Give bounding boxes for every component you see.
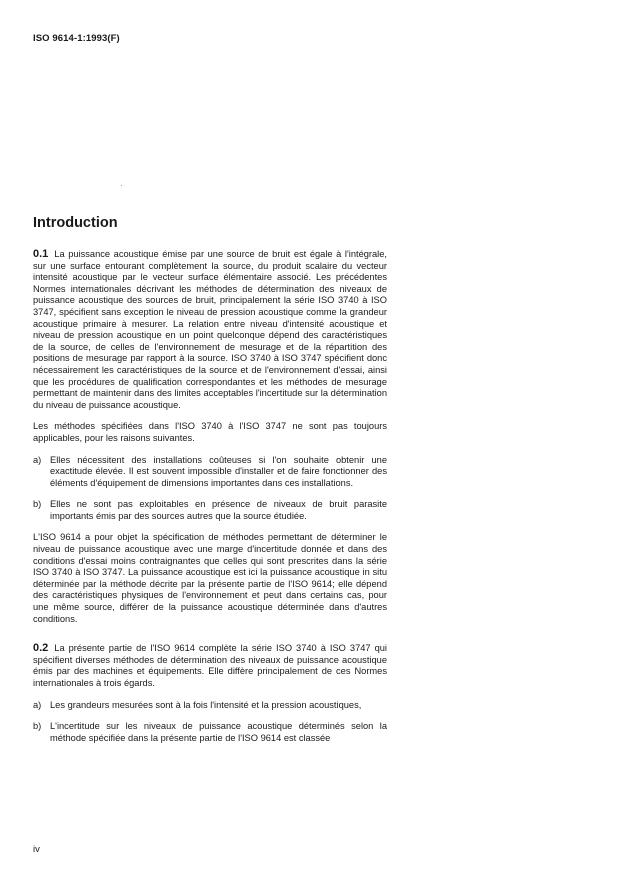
page-number: iv [33, 844, 40, 855]
paragraph: Les méthodes spécifiées dans l'ISO 3740 à l'ISO 3747 ne sont pas toujours applicables, pour les raisons suivantes. [33, 421, 387, 443]
list-item [33, 721, 387, 744]
list-text: L'incertitude sur les niveaux de puissance acoustique déterminés selon la méthode spécifiée dans la présente partie de l'ISO 9614 est classée [50, 721, 387, 743]
list-item [33, 499, 387, 522]
list-label: a) [33, 699, 42, 710]
body-text [33, 249, 387, 744]
list-text: Les grandeurs mesurées sont à la fois l'intensité et la pression acoustiques, [50, 699, 362, 710]
clause-number: 0.2 [33, 642, 49, 655]
list-label: b) [33, 499, 42, 510]
paragraph: L'ISO 9614 a pour objet la spécification de méthodes permettant de déterminer le niveau de puissance acoustique avec une marge d'incertitude donnée et dans des conditions d'essai moins contraignantes que celles qui sont prescrites dans la série ISO 3740 à ISO 3747. La puissance acoustique est ici la puissance acoustique in situ déterminée par la méthode décrite par la présente partie de l'ISO 9614; elle dépend des caractéristiques physiques de l'environnement et peut dans certains cas, pour une même source, différer de la puissance acoustique déterminée dans d'autres conditions. [33, 532, 387, 624]
speck [121, 185, 122, 186]
clause-number: 0.1 [33, 248, 49, 260]
list-item [33, 455, 387, 490]
list-label: a) [33, 454, 42, 465]
list-label: b) [33, 721, 42, 732]
list-text: Elles ne sont pas exploitables en présence de niveaux de bruit parasite importants émis par des sources autres que la source étudiée. [50, 499, 387, 521]
paragraph-0-2: 0.2 La présente partie de l'ISO 9614 complète la série ISO 3740 à ISO 3747 qui spécifient diverses méthodes de détermination des niveaux de puissance acoustique émis par des machines et équipements. Elle diffère principalement de ces Normes internationales à trois égards. [33, 642, 387, 688]
list-text: Elles nécessitent des installations coûteuses si l'on souhaite obtenir une exactitude élevée. Il est souvent impossible d'installer et de faire fonctionner des éléments d'équipement de dimensions importantes dans ces installations. [50, 454, 387, 488]
paragraph-0-1: 0.1 La puissance acoustique émise par une source de bruit est égale à l'intégrale, sur une surface entourant complètement la source, du produit scalaire du vecteur intensité acoustique par le vecteur surface élémentaire associé. Les précédentes Normes internationales décrivant les méthodes de détermination des niveaux de puissance acoustique des sources de bruit, principalement la série ISO 3740 à ISO 3747, spécifient sans exception le niveau de pression acoustique comme la grandeur acoustique primaire à mesurer. La relation entre niveau d'intensité acoustique et niveau de pression acoustique en un point quelconque dépend des caractéristiques de la source, de celles de l'environnement de mesurage et de la répartition des positions de mesurage par rapport à la source. ISO 3740 à ISO 3747 spécifient donc nécessairement les caractéristiques de la source et de l'environnement d'essai, ainsi que les procédures de qualification correspondantes et les méthodes de mesurage permettant de maintenir dans des limites acceptables l'incertitude sur la détermination du niveau de puissance acoustique. [33, 248, 387, 410]
list-item [33, 700, 387, 712]
section-title: Introduction [33, 215, 118, 231]
document-identifier: ISO 9614-1:1993(F) [33, 33, 120, 44]
